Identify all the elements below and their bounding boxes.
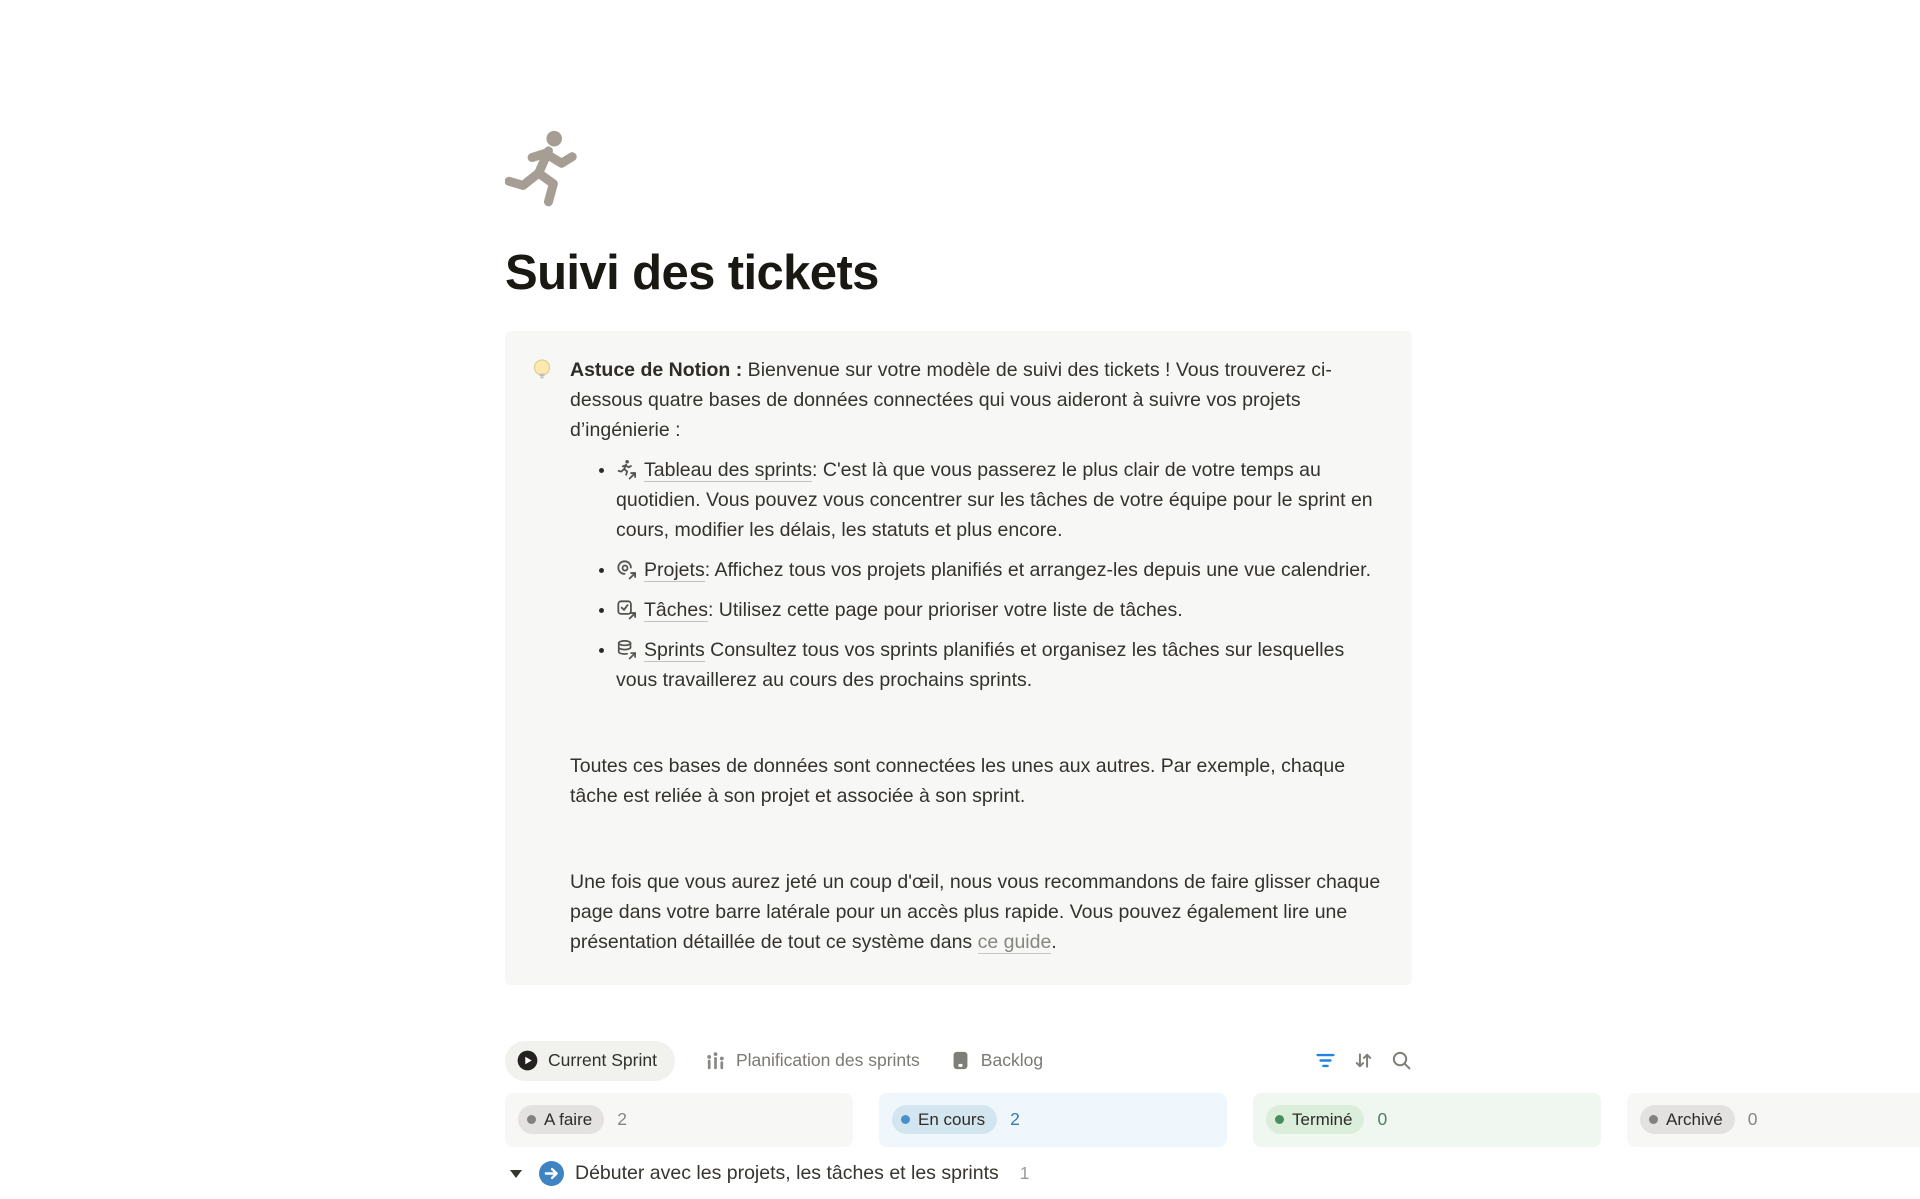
bullet-text: Affichez tous vos projets planifiés et arrangez-les depuis une vue calendrier.: [714, 558, 1371, 581]
filter-icon[interactable]: [1315, 1050, 1336, 1071]
paragraph-text: .: [1051, 930, 1057, 953]
column-termine: [1253, 1093, 1601, 1147]
callout-paragraph-2: Toutes ces bases de données sont connectées les unes aux autres. Par exemple, chaque tâche est reliée à son projet et associée à son sprint.: [570, 754, 1346, 807]
tab-planification-des-sprints[interactable]: [705, 1041, 920, 1081]
link-sprints[interactable]: Sprints: [644, 638, 705, 661]
list-item: [616, 555, 1386, 585]
lightbulb-icon: [529, 355, 555, 957]
board-view: [0, 1093, 1920, 1147]
tab-current-sprint[interactable]: [505, 1041, 675, 1081]
sprint-group-count: 1: [1019, 1163, 1030, 1184]
sprint-planning-icon: [705, 1050, 726, 1071]
sort-icon[interactable]: [1353, 1050, 1374, 1071]
sprint-arrow-icon: [539, 1161, 564, 1186]
column-count: 2: [617, 1109, 627, 1130]
status-badge[interactable]: [518, 1105, 604, 1134]
separator: :: [704, 558, 715, 581]
status-badge[interactable]: [892, 1105, 997, 1134]
status-dot: [1275, 1115, 1284, 1124]
callout-intro: [570, 355, 1386, 445]
list-item: [616, 595, 1386, 625]
tab-label: Backlog: [980, 1050, 1044, 1071]
link-taches[interactable]: Tâches: [644, 598, 708, 621]
target-link-icon: [616, 559, 637, 580]
database-link-icon: [616, 639, 637, 660]
sprint-group-row[interactable]: [0, 1160, 1920, 1188]
status-label: Archivé: [1666, 1109, 1723, 1129]
paragraph-text: Une fois que vous aurez jeté un coup d'œil, nous vous recommandons de faire glisser chaque page dans votre barre latérale pour un accès plus rapide. Vous pouvez également lire une présentation détaillée de tout ce système dans: [570, 870, 1381, 953]
column-count: 0: [1747, 1109, 1758, 1130]
status-badge[interactable]: [1266, 1105, 1364, 1134]
status-dot: [1649, 1115, 1658, 1124]
status-badge[interactable]: [1640, 1105, 1735, 1134]
column-count: 2: [1010, 1109, 1020, 1130]
page-title[interactable]: Suivi des tickets: [505, 246, 879, 300]
status-dot: [901, 1115, 910, 1124]
tab-backlog[interactable]: [950, 1041, 1043, 1081]
page-icon-runner[interactable]: [505, 128, 587, 210]
view-tabs-bar: [505, 1041, 1412, 1081]
separator: :: [812, 458, 823, 481]
collapse-triangle-icon[interactable]: [510, 1170, 522, 1178]
tab-label: Planification des sprints: [735, 1050, 920, 1071]
callout-bullet-list: [570, 455, 1386, 695]
status-label: Terminé: [1292, 1109, 1353, 1129]
task-link-icon: [616, 599, 637, 620]
tab-label: Current Sprint: [548, 1050, 657, 1071]
column-a-faire: [505, 1093, 853, 1147]
bullet-text: Utilisez cette page pour prioriser votre liste de tâches.: [718, 598, 1183, 621]
callout-intro-text: Bienvenue sur votre modèle de suivi des tickets ! Vous trouverez ci-dessous quatre bases de données connectées qui vous aideront à suivre vos projets d’ingénierie :: [570, 358, 1332, 441]
link-projets[interactable]: Projets: [644, 558, 705, 581]
column-count: 0: [1377, 1109, 1388, 1130]
separator: :: [707, 598, 719, 621]
link-tableau-des-sprints[interactable]: Tableau des sprints: [644, 458, 813, 481]
search-icon[interactable]: [1391, 1050, 1412, 1071]
list-item: [616, 455, 1386, 545]
notion-tip-callout: [505, 331, 1412, 985]
bullet-text: C'est là que vous passerez le plus clair de votre temps au quotidien. Vous pouvez vous concentrer sur les tâches de votre équipe pour le sprint en cours, modifier les délais, les statuts et plus encore.: [616, 458, 1373, 541]
column-archive: [1627, 1093, 1920, 1147]
link-ce-guide[interactable]: ce guide: [977, 930, 1052, 953]
bullet-text: Consultez tous vos sprints planifiés et organisez les tâches sur lesquelles vous travaillerez au cours des prochains sprints.: [616, 638, 1345, 691]
status-dot: [527, 1115, 536, 1124]
runner-link-icon: [616, 459, 637, 480]
runner-icon: [505, 128, 587, 210]
status-label: A faire: [544, 1109, 593, 1129]
book-icon: [950, 1050, 971, 1071]
list-item: [616, 635, 1386, 695]
status-label: En cours: [918, 1109, 986, 1129]
play-icon: [517, 1050, 538, 1071]
column-en-cours: [879, 1093, 1227, 1147]
callout-paragraph-3: [570, 867, 1386, 957]
callout-intro-bold: Astuce de Notion :: [570, 358, 743, 381]
view-toolbar: [1315, 1050, 1412, 1071]
sprint-group-label: Débuter avec les projets, les tâches et les sprints: [575, 1162, 999, 1185]
